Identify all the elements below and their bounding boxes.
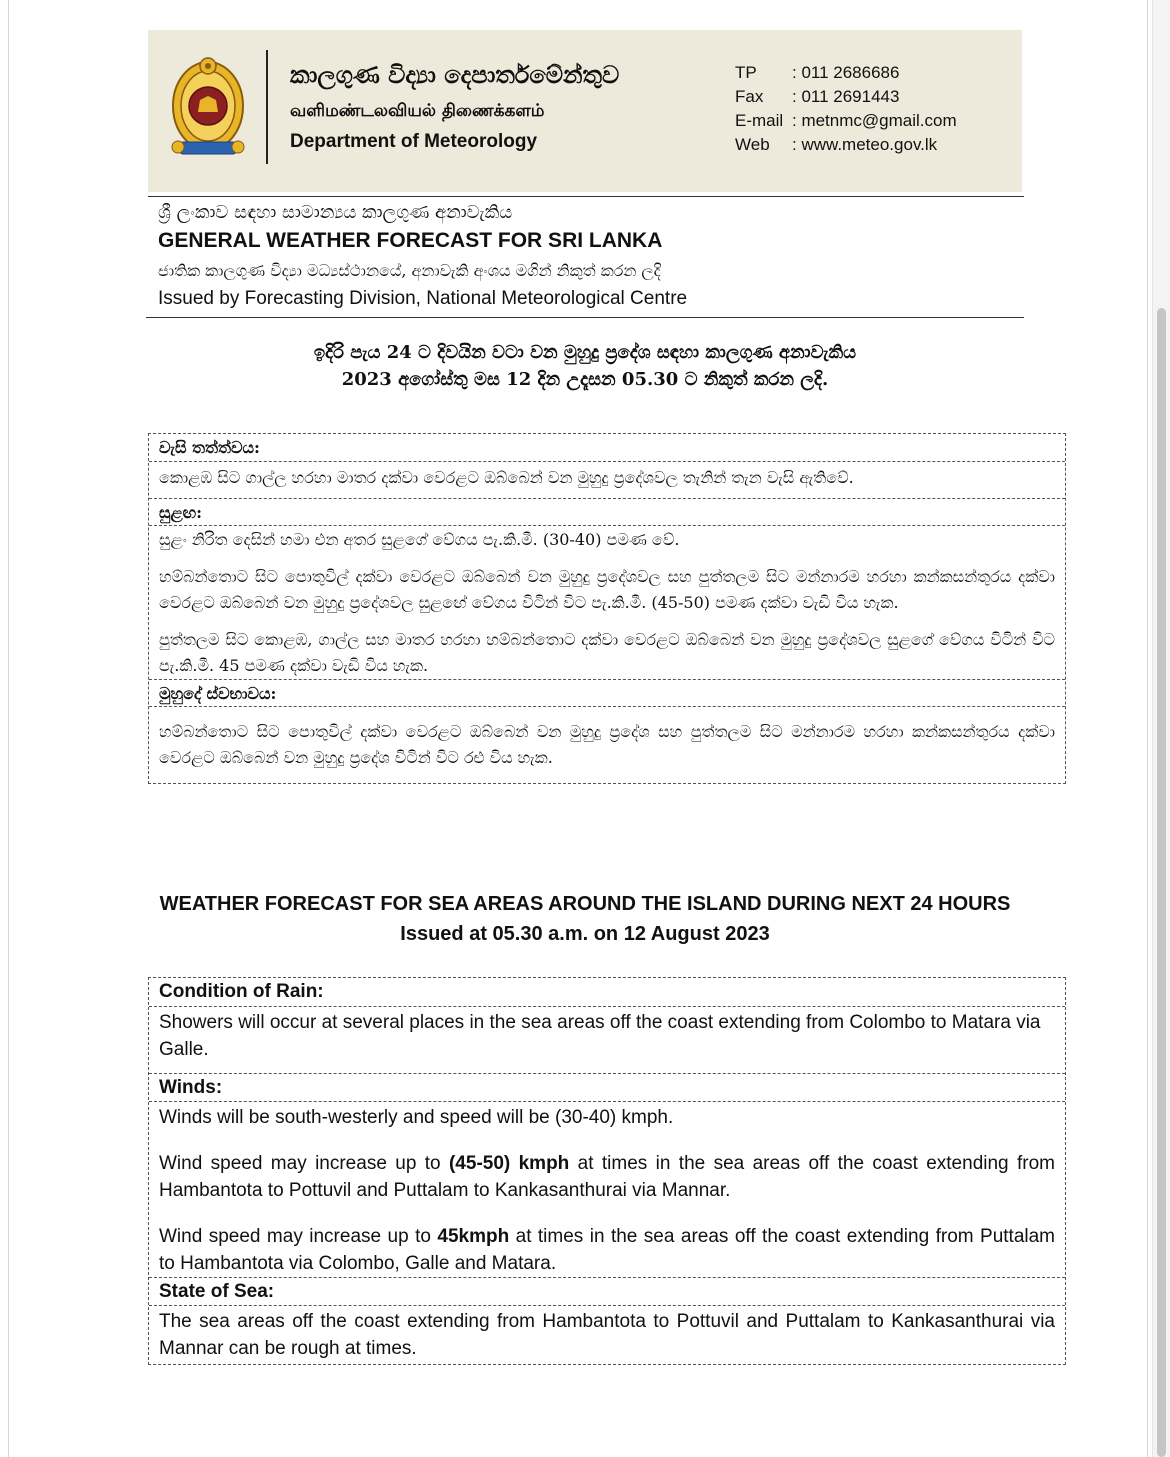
contact-row-fax — [735, 85, 957, 109]
forecast-title-sinhala: ශ්‍රී ලංකාව සඳහා සාමාන්‍යය කාලගුණ අනාවැකිය — [158, 202, 513, 223]
english-section-title: WEATHER FORECAST FOR SEA AREAS AROUND THE ISLAND DURING NEXT 24 HOURS — [159, 893, 1011, 915]
sri-lanka-emblem-icon — [170, 54, 246, 160]
issued-by-sinhala: ජාතික කාලගුණ විද්‍යා මධ්‍යස්ථානයේ, අනාවැකි අංශය මගින් නිකුත් කරන ලදි — [158, 261, 661, 280]
sea-paragraph: The sea areas off the coast extending from Hambantota to Pottuvil and Puttalam to Kankasanthurai via Mannar can be rough at times. — [159, 1311, 1055, 1359]
contact-value[interactable]: : metnmc@gmail.com — [792, 111, 957, 130]
winds-paragraph-1: Winds will be south-westerly and speed will be (30-40) kmph. — [159, 1107, 674, 1128]
winds-paragraph-1: සුළං නිරිත දෙසින් හමා එන අතර සුළගේ වේගය පැ.කි.මී. (30-40) පමණ වේ. — [159, 530, 680, 549]
contact-label: Fax — [735, 87, 764, 106]
contact-label: TP — [735, 63, 757, 82]
department-name-english: Department of Meteorology — [290, 131, 538, 152]
winds-paragraph-2: හම්බන්තොට සිට පොතුවිල් දක්වා වෙරළට ඔබ්බෙන් වන මුහුදු ප්‍රදේශවල සහ පුත්තලම සිට මන්නාරම හරහා කන්කසන්තුරය දක්වා වෙරළට ඔබ්බෙන් වන මුහුදු ප්‍රදේශවල සුළඟේ වේගය විටින් විට පැ.කි.මී. (45-50) පමණ දක්වා වැඩි විය හැක. — [159, 567, 1055, 612]
contact-label: E-mail — [735, 111, 784, 130]
sea-text-sinhala — [149, 706, 1065, 783]
winds-text-sinhala — [149, 525, 1065, 679]
contact-row-tp — [735, 61, 957, 85]
sinhala-section-issued: 2023 අගෝස්තු මස 12 දින උදෑසන 05.30 ට නිකුත් කරන ලදි. — [341, 369, 829, 390]
rain-heading-english: Condition of Rain: — [159, 981, 324, 1002]
winds-heading-sinhala: සුළඟ: — [149, 498, 1065, 525]
department-name-tamil: வளிமண்டலவியல் திணைக்களம் — [290, 101, 545, 121]
english-section-issued: Issued at 05.30 a.m. on 12 August 2023 — [400, 923, 770, 945]
winds-paragraph-3 — [159, 1223, 1055, 1277]
rule-bottom — [146, 317, 1024, 318]
scrollbar-thumb[interactable] — [1157, 308, 1166, 1457]
header-divider — [266, 50, 268, 164]
winds-paragraph-3: පුත්තලම සිට කොළඹ, ගාල්ල සහ මාතර හරහා හම්බන්තොට දක්වා වෙරළට ඔබ්බෙන් වන මුහුදු ප්‍රදේශවල සුළගේ වේගය විටින් විට පැ.කි.මී. 45 පමණ දක්වා වැඩි විය හැක. — [159, 630, 1055, 675]
winds-p2-pre: Wind speed may increase up to — [159, 1153, 449, 1174]
rain-text-sinhala — [149, 461, 1065, 498]
issued-by-english: Issued by Forecasting Division, National Meteorological Centre — [158, 288, 688, 309]
winds-heading-english: Winds: — [149, 1073, 1065, 1101]
wind-speed-highlight: 45kmph — [437, 1226, 510, 1247]
contact-value[interactable]: : www.meteo.gov.lk — [792, 135, 938, 154]
rain-text-english — [149, 1006, 1065, 1073]
sinhala-section-title: ඉදිරි පැය 24 ට දිවයින වටා වන මුහුදු ප්‍රදේශ සඳහා කාලගුණ අනාවැකිය — [313, 342, 857, 363]
winds-text-english — [149, 1101, 1065, 1277]
rain-paragraph: කොළඹ සිට ගාල්ල හරහා මාතර දක්වා වෙරළට ඔබ්බෙන් වන මුහුදු ප්‍රදේශවල තැනින් තැන වැසි ඇතිවේ. — [159, 468, 854, 487]
sinhala-forecast-table — [148, 433, 1066, 784]
letterhead — [148, 30, 1022, 192]
rain-heading-sinhala: වැසි තත්ත්වය: — [159, 438, 260, 457]
forecast-title-english: GENERAL WEATHER FORECAST FOR SRI LANKA — [158, 229, 663, 252]
winds-p2-post: at times in the sea areas off the coast extending from Hambantota to Pottuvil and Puttalam to Kankasanthurai via Mannar. — [159, 1153, 1055, 1201]
wind-speed-highlight: (45-50) kmph — [448, 1153, 570, 1174]
rule-top — [148, 196, 1024, 197]
sea-heading-sinhala: මුහුදේ ස්වභාවය: — [149, 679, 1065, 706]
sea-text-english — [149, 1305, 1065, 1364]
scrollbar-track[interactable] — [1152, 0, 1170, 1457]
rain-paragraph: Showers will occur at several places in the sea areas off the coast extending from Colombo to Matara via Galle. — [159, 1012, 1041, 1060]
winds-p3-pre: Wind speed may increase up to — [159, 1226, 438, 1247]
contact-value: : 011 2691443 — [792, 87, 900, 106]
winds-paragraph-2 — [159, 1150, 1055, 1204]
english-forecast-table — [148, 977, 1066, 1365]
winds-p3-post: at times in the sea areas off the coast extending from Puttalam to Hambantota via Colombo, Galle and Matara. — [159, 1226, 1056, 1274]
sea-heading-english: State of Sea: — [149, 1277, 1065, 1305]
contact-value: : 011 2686686 — [792, 63, 900, 82]
contact-label: Web — [735, 135, 770, 154]
contact-row-email — [735, 109, 957, 133]
department-name-sinhala: කාලගුණ විද්‍යා දෙපාර්තමේන්තුව — [290, 60, 620, 89]
sea-paragraph: හම්බන්තොට සිට පොතුවිල් දක්වා වෙරළට ඔබ්බෙන් වන මුහුදු ප්‍රදේශ සහ පුත්තලම සිට මන්නාරම හරහා කන්කසන්තුරය දක්වා වෙරළට ඔබ්බෙන් වන මුහුදු ප්‍රදේශ විටින් විට රළු විය හැක. — [159, 722, 1055, 767]
contact-row-web — [735, 133, 957, 157]
contact-block — [735, 61, 957, 157]
